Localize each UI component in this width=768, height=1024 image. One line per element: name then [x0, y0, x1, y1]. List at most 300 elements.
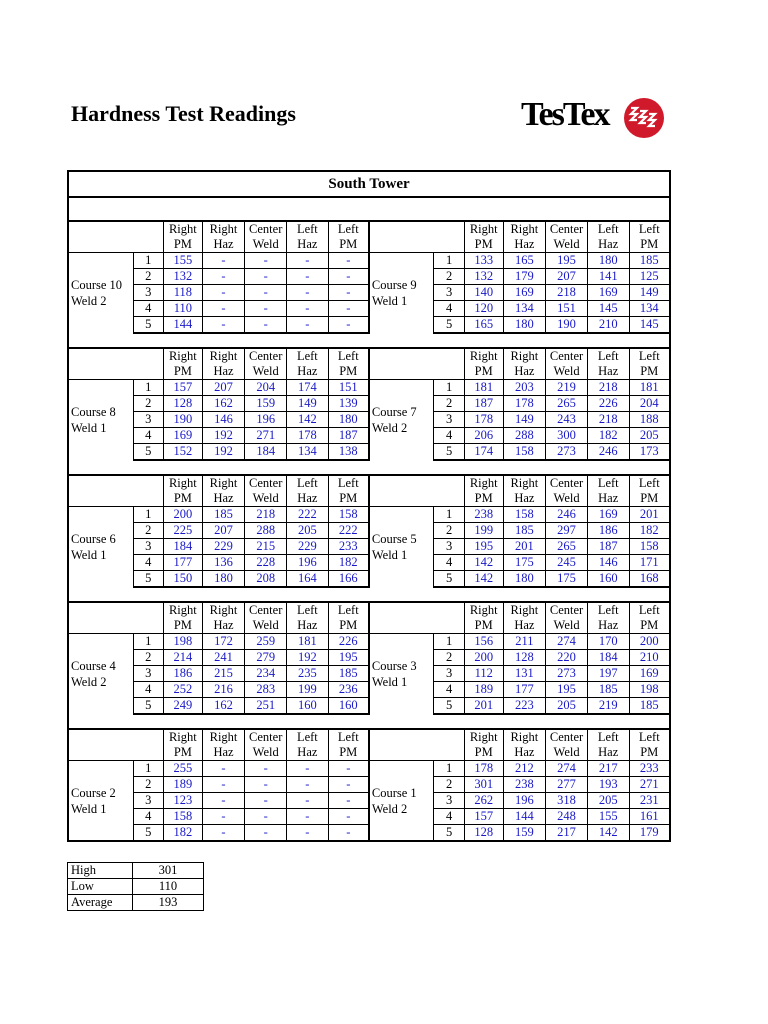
reading-value: 185 — [629, 253, 670, 269]
course-weld-label — [369, 761, 434, 842]
reading-value: 225 — [164, 523, 203, 539]
column-header: Left — [328, 348, 369, 364]
reading-value: - — [328, 285, 369, 301]
header-blank — [68, 491, 164, 507]
reading-value: 210 — [587, 317, 629, 334]
column-header: Haz — [587, 364, 629, 380]
reading-row — [68, 634, 670, 650]
reading-row — [68, 380, 670, 396]
logo-mark-icon — [623, 97, 665, 139]
reading-value: 192 — [287, 650, 329, 666]
row-index: 2 — [434, 269, 464, 285]
reading-value: 211 — [503, 634, 546, 650]
reading-value: 138 — [328, 444, 369, 461]
reading-value: 182 — [587, 428, 629, 444]
column-header: Right — [503, 602, 546, 618]
row-index: 2 — [133, 523, 163, 539]
reading-value: 233 — [328, 539, 369, 555]
reading-value: 155 — [587, 809, 629, 825]
reading-value: 205 — [587, 793, 629, 809]
reading-value: 166 — [328, 571, 369, 588]
reading-value: - — [245, 793, 287, 809]
summary-row — [68, 879, 204, 895]
reading-value: 170 — [587, 634, 629, 650]
block-header-row — [68, 475, 670, 491]
gap-cell — [68, 587, 670, 602]
reading-value: 210 — [629, 650, 670, 666]
reading-value: 301 — [464, 777, 503, 793]
column-header: PM — [328, 364, 369, 380]
course-weld-label — [68, 634, 133, 715]
reading-value: 273 — [546, 444, 588, 461]
reading-value: 160 — [587, 571, 629, 588]
reading-value: 134 — [287, 444, 329, 461]
reading-value: 145 — [587, 301, 629, 317]
row-index: 5 — [133, 444, 163, 461]
reading-value: 169 — [629, 666, 670, 682]
column-header: Haz — [587, 237, 629, 253]
reading-value: 238 — [464, 507, 503, 523]
column-header: PM — [164, 618, 203, 634]
reading-value: 214 — [164, 650, 203, 666]
reading-value: - — [202, 825, 245, 842]
header-blank — [369, 729, 465, 745]
reading-value: 238 — [503, 777, 546, 793]
reading-value: 160 — [328, 698, 369, 715]
reading-value: 177 — [164, 555, 203, 571]
summary-value: 193 — [133, 895, 204, 911]
reading-value: - — [202, 809, 245, 825]
column-header: Left — [328, 221, 369, 237]
table-caption-row — [68, 171, 670, 197]
column-header: PM — [328, 618, 369, 634]
row-index: 3 — [434, 285, 464, 301]
reading-value: 169 — [503, 285, 546, 301]
column-header: Right — [202, 602, 245, 618]
reading-value: 142 — [287, 412, 329, 428]
reading-value: 223 — [503, 698, 546, 715]
column-header: Haz — [287, 364, 329, 380]
row-index: 4 — [133, 809, 163, 825]
reading-value: 178 — [287, 428, 329, 444]
reading-value: 271 — [245, 428, 287, 444]
reading-value: 187 — [328, 428, 369, 444]
reading-value: 195 — [328, 650, 369, 666]
column-header: Right — [503, 475, 546, 491]
header-blank — [369, 475, 465, 491]
reading-value: 165 — [503, 253, 546, 269]
reading-value: 171 — [629, 555, 670, 571]
reading-value: 181 — [287, 634, 329, 650]
reading-value: 218 — [587, 380, 629, 396]
reading-value: 219 — [546, 380, 588, 396]
reading-value: 158 — [328, 507, 369, 523]
reading-value: 205 — [287, 523, 329, 539]
reading-value: 198 — [629, 682, 670, 698]
course-weld-label — [369, 634, 434, 715]
column-header: PM — [328, 237, 369, 253]
reading-value: 262 — [464, 793, 503, 809]
column-header: PM — [164, 364, 203, 380]
course-weld-label — [369, 380, 434, 461]
reading-value: 187 — [464, 396, 503, 412]
reading-value: 251 — [245, 698, 287, 715]
weld-label: Weld 1 — [371, 548, 408, 562]
column-header: PM — [464, 364, 503, 380]
row-index: 2 — [133, 269, 163, 285]
weld-label: Weld 1 — [71, 801, 107, 816]
reading-value: 246 — [546, 507, 588, 523]
reading-value: 134 — [503, 301, 546, 317]
column-header: Center — [245, 475, 287, 491]
reading-value: 158 — [503, 444, 546, 461]
row-index: 1 — [434, 380, 464, 396]
reading-value: - — [328, 269, 369, 285]
row-index: 3 — [434, 539, 464, 555]
reading-value: 218 — [587, 412, 629, 428]
reading-value: - — [202, 777, 245, 793]
reading-value: 144 — [164, 317, 203, 334]
reading-value: 180 — [328, 412, 369, 428]
reading-value: 226 — [328, 634, 369, 650]
reading-value: 169 — [164, 428, 203, 444]
reading-value: 142 — [464, 571, 503, 588]
reading-value: 217 — [587, 761, 629, 777]
column-header: Right — [464, 475, 503, 491]
column-header: Right — [164, 348, 203, 364]
reading-value: 236 — [328, 682, 369, 698]
column-header: PM — [164, 491, 203, 507]
row-index: 1 — [133, 634, 163, 650]
reading-value: - — [202, 269, 245, 285]
header-blank — [68, 618, 164, 634]
gap-cell — [68, 714, 670, 729]
row-index: 1 — [434, 507, 464, 523]
reading-value: - — [287, 825, 329, 842]
reading-value: 235 — [287, 666, 329, 682]
column-header: Haz — [202, 618, 245, 634]
reading-value: 160 — [287, 698, 329, 715]
gap-cell — [68, 460, 670, 475]
reading-value: 222 — [328, 523, 369, 539]
row-index: 5 — [133, 825, 163, 842]
reading-value: 233 — [629, 761, 670, 777]
row-index: 2 — [133, 396, 163, 412]
reading-value: 112 — [464, 666, 503, 682]
row-index: 2 — [434, 777, 464, 793]
reading-value: 162 — [202, 698, 245, 715]
reading-value: - — [287, 761, 329, 777]
column-header: Right — [164, 221, 203, 237]
row-index: 4 — [133, 428, 163, 444]
column-header: Left — [629, 602, 670, 618]
reading-value: - — [328, 777, 369, 793]
column-header: PM — [328, 491, 369, 507]
reading-value: - — [287, 317, 329, 334]
row-index: 4 — [434, 555, 464, 571]
column-header: Weld — [245, 618, 287, 634]
block-header-row — [68, 729, 670, 745]
reading-value: 189 — [164, 777, 203, 793]
column-header: Haz — [202, 237, 245, 253]
reading-value: 185 — [629, 698, 670, 715]
reading-value: 201 — [464, 698, 503, 715]
column-header: Right — [164, 729, 203, 745]
course-label: Course 1 — [371, 785, 417, 800]
column-header: Left — [587, 602, 629, 618]
header-blank — [369, 491, 465, 507]
column-header: Left — [328, 475, 369, 491]
reading-value: 190 — [546, 317, 588, 334]
column-header: Haz — [503, 745, 546, 761]
course-label: Course 9 — [371, 278, 417, 292]
column-header: PM — [464, 491, 503, 507]
header-blank — [369, 221, 465, 237]
reading-value: 216 — [202, 682, 245, 698]
reading-value: 180 — [503, 571, 546, 588]
reading-value: 212 — [503, 761, 546, 777]
course-weld-label — [68, 761, 133, 842]
column-header: Left — [587, 475, 629, 491]
course-weld-label — [68, 253, 133, 334]
reading-value: - — [328, 301, 369, 317]
page-title: Hardness Test Readings — [71, 101, 296, 126]
column-header: Center — [546, 602, 588, 618]
column-header: Right — [202, 221, 245, 237]
row-index: 3 — [434, 666, 464, 682]
reading-value: 186 — [164, 666, 203, 682]
reading-value: 156 — [464, 634, 503, 650]
reading-value: 158 — [503, 507, 546, 523]
reading-value: 144 — [503, 809, 546, 825]
reading-value: 149 — [629, 285, 670, 301]
column-header: Left — [587, 221, 629, 237]
column-header: Weld — [245, 364, 287, 380]
reading-value: 158 — [629, 539, 670, 555]
reading-value: 149 — [503, 412, 546, 428]
reading-value: - — [287, 285, 329, 301]
reading-value: 168 — [629, 571, 670, 588]
reading-value: 273 — [546, 666, 588, 682]
reading-value: 120 — [464, 301, 503, 317]
reading-value: 204 — [629, 396, 670, 412]
reading-value: 180 — [587, 253, 629, 269]
row-index: 3 — [133, 666, 163, 682]
column-header: PM — [328, 745, 369, 761]
reading-value: 265 — [546, 396, 588, 412]
reading-value: 173 — [629, 444, 670, 461]
reading-row — [68, 253, 670, 269]
column-header: Left — [287, 729, 329, 745]
reading-value: 141 — [587, 269, 629, 285]
row-index: 4 — [434, 809, 464, 825]
reading-value: 245 — [546, 555, 588, 571]
row-index: 2 — [133, 650, 163, 666]
reading-value: 128 — [503, 650, 546, 666]
reading-value: - — [287, 269, 329, 285]
reading-value: - — [328, 809, 369, 825]
summary-row — [68, 895, 204, 911]
testex-logo — [521, 93, 666, 143]
block-header-row — [68, 221, 670, 237]
reading-value: 155 — [164, 253, 203, 269]
reading-value: 226 — [587, 396, 629, 412]
reading-value: - — [245, 317, 287, 334]
reading-value: 201 — [629, 507, 670, 523]
reading-value: 175 — [546, 571, 588, 588]
reading-value: 217 — [546, 825, 588, 842]
reading-value: - — [202, 285, 245, 301]
column-header: Haz — [287, 745, 329, 761]
reading-value: 297 — [546, 523, 588, 539]
column-header: PM — [629, 745, 670, 761]
reading-value: - — [202, 253, 245, 269]
column-header: Haz — [202, 491, 245, 507]
reading-value: 229 — [287, 539, 329, 555]
row-index: 2 — [434, 396, 464, 412]
reading-value: 146 — [202, 412, 245, 428]
gap-row — [68, 714, 670, 729]
row-index: 4 — [133, 555, 163, 571]
reading-value: - — [202, 793, 245, 809]
column-header: Right — [202, 475, 245, 491]
reading-value: 228 — [245, 555, 287, 571]
weld-label: Weld 1 — [371, 675, 408, 689]
reading-value: 175 — [503, 555, 546, 571]
column-header: Left — [629, 221, 670, 237]
column-header: PM — [164, 745, 203, 761]
column-header: Weld — [546, 364, 588, 380]
course-weld-label — [369, 507, 434, 588]
reading-value: 192 — [202, 428, 245, 444]
column-header: Weld — [245, 491, 287, 507]
block-header-row — [68, 745, 670, 761]
reading-value: 185 — [202, 507, 245, 523]
reading-value: 241 — [202, 650, 245, 666]
block-header-row — [68, 618, 670, 634]
column-header: Left — [287, 475, 329, 491]
column-header: PM — [464, 745, 503, 761]
column-header: Right — [164, 602, 203, 618]
reading-value: 187 — [587, 539, 629, 555]
header-blank — [68, 602, 164, 618]
reading-row — [68, 507, 670, 523]
weld-label: Weld 1 — [71, 421, 107, 435]
summary-label: High — [68, 863, 133, 879]
header-blank — [68, 745, 164, 761]
reading-value: - — [245, 777, 287, 793]
header-blank — [68, 475, 164, 491]
reading-value: 178 — [464, 412, 503, 428]
header-blank — [68, 221, 164, 237]
column-header: PM — [629, 364, 670, 380]
reading-value: 180 — [202, 571, 245, 588]
column-header: Right — [164, 475, 203, 491]
column-header: Weld — [546, 237, 588, 253]
header-blank — [369, 237, 465, 253]
reading-value: 203 — [503, 380, 546, 396]
reading-value: 288 — [245, 523, 287, 539]
reading-value: 283 — [245, 682, 287, 698]
reading-value: 248 — [546, 809, 588, 825]
reading-value: 185 — [503, 523, 546, 539]
column-header: Haz — [503, 237, 546, 253]
reading-value: 288 — [503, 428, 546, 444]
reading-value: 164 — [287, 571, 329, 588]
column-header: Right — [464, 729, 503, 745]
column-header: Haz — [587, 618, 629, 634]
reading-value: 145 — [629, 317, 670, 334]
row-index: 3 — [133, 412, 163, 428]
column-header: Left — [287, 348, 329, 364]
gap-row — [68, 197, 670, 221]
header-blank — [369, 364, 465, 380]
reading-value: 182 — [629, 523, 670, 539]
course-label: Course 7 — [371, 405, 417, 419]
row-index: 1 — [133, 253, 163, 269]
row-index: 5 — [434, 317, 464, 334]
reading-value: - — [245, 253, 287, 269]
reading-value: 136 — [202, 555, 245, 571]
reading-value: 196 — [287, 555, 329, 571]
row-index: 5 — [133, 698, 163, 715]
column-header: Haz — [503, 491, 546, 507]
reading-value: 274 — [546, 761, 588, 777]
reading-value: - — [245, 301, 287, 317]
reading-value: - — [245, 269, 287, 285]
course-label: Course 8 — [71, 405, 116, 419]
column-header: PM — [164, 237, 203, 253]
block-header-row — [68, 602, 670, 618]
reading-value: - — [328, 253, 369, 269]
column-header: Right — [202, 729, 245, 745]
reading-value: 185 — [587, 682, 629, 698]
column-header: Left — [328, 602, 369, 618]
row-index: 5 — [434, 571, 464, 588]
row-index: 1 — [434, 761, 464, 777]
reading-value: 271 — [629, 777, 670, 793]
reading-value: 134 — [629, 301, 670, 317]
header-blank — [369, 745, 465, 761]
reading-value: 215 — [202, 666, 245, 682]
reading-value: 184 — [245, 444, 287, 461]
reading-value: 151 — [546, 301, 588, 317]
column-header: Right — [503, 221, 546, 237]
row-index: 2 — [434, 523, 464, 539]
reading-value: 204 — [245, 380, 287, 396]
reading-value: 159 — [503, 825, 546, 842]
reading-value: 186 — [587, 523, 629, 539]
reading-value: 300 — [546, 428, 588, 444]
reading-value: - — [245, 825, 287, 842]
reading-value: 179 — [629, 825, 670, 842]
gap-cell — [68, 197, 670, 221]
column-header: Haz — [202, 364, 245, 380]
reading-value: 277 — [546, 777, 588, 793]
reading-value: 200 — [164, 507, 203, 523]
reading-value: 179 — [503, 269, 546, 285]
column-header: Weld — [245, 237, 287, 253]
reading-value: 165 — [464, 317, 503, 334]
reading-value: - — [328, 317, 369, 334]
column-header: PM — [464, 237, 503, 253]
reading-value: - — [245, 761, 287, 777]
row-index: 3 — [434, 412, 464, 428]
reading-value: 139 — [328, 396, 369, 412]
row-index: 4 — [133, 682, 163, 698]
reading-value: 265 — [546, 539, 588, 555]
reading-value: - — [202, 317, 245, 334]
